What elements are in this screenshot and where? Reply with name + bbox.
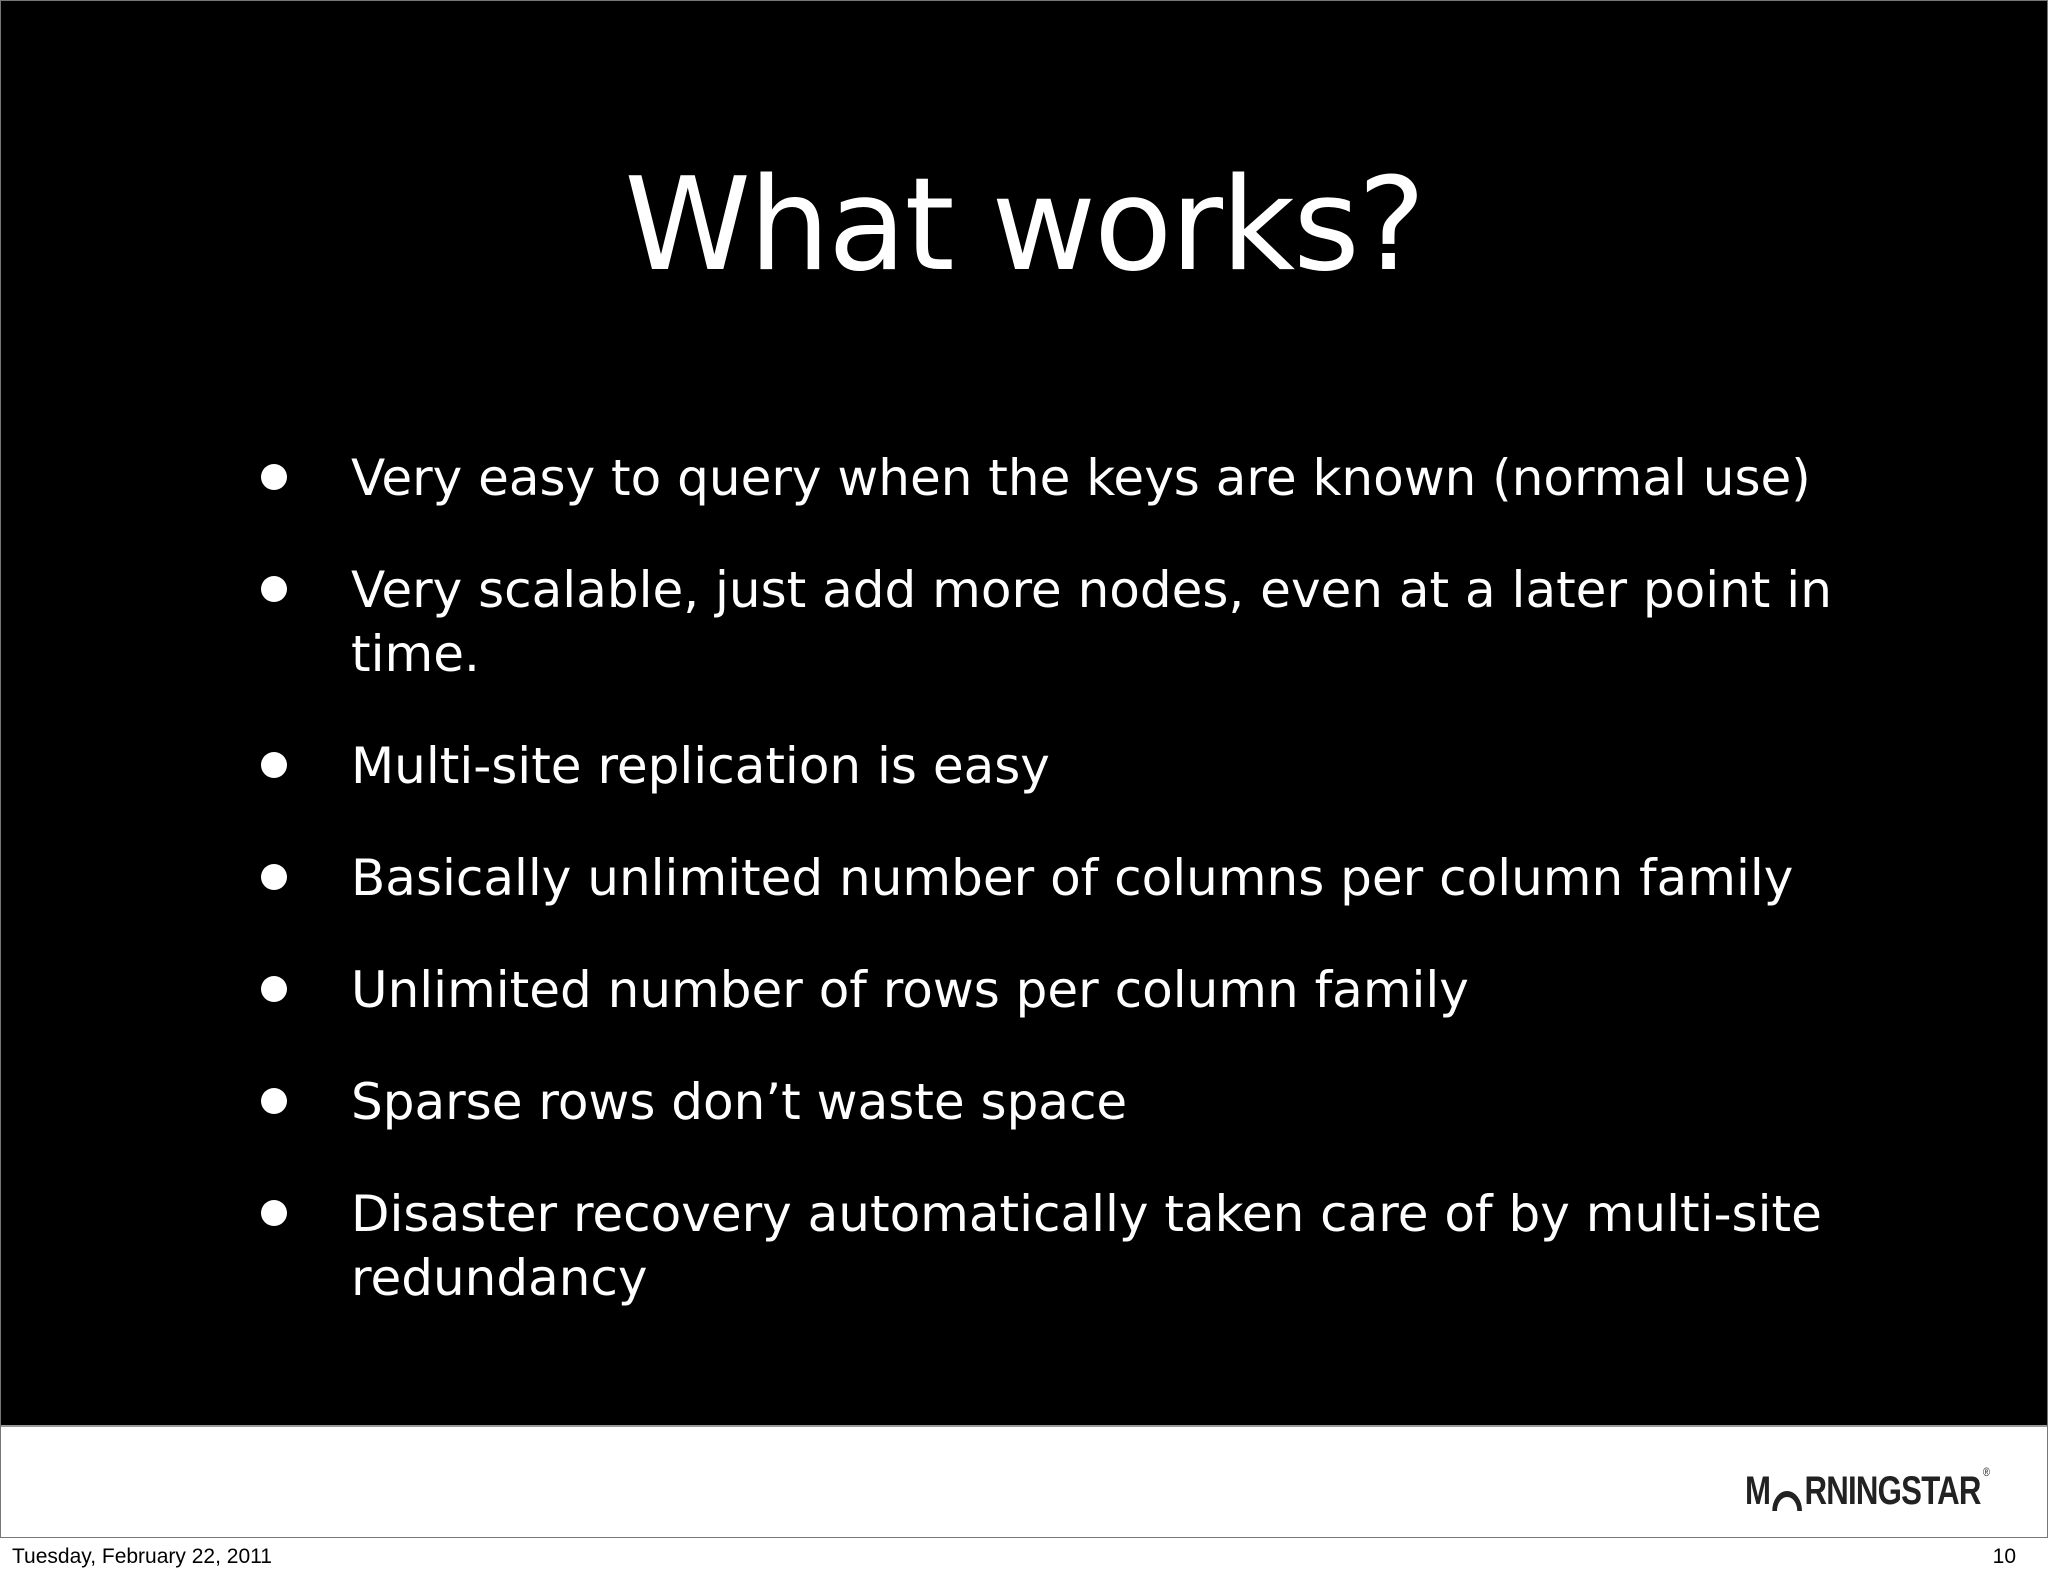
bullet-text: Very scalable, just add more nodes, even at a later point in time. — [351, 561, 1832, 683]
bullet-dot-icon — [261, 576, 287, 602]
bullet-text: Basically unlimited number of columns per column family — [351, 849, 1794, 907]
logo-text-end: RNINGSTAR — [1804, 1469, 1981, 1513]
logo-text-start: M — [1745, 1469, 1771, 1513]
logo-half-circle-icon — [1771, 1469, 1804, 1513]
bullet-item — [261, 734, 1861, 798]
bullet-item — [261, 1070, 1861, 1134]
bullet-dot-icon — [261, 752, 287, 778]
bullet-text: Very easy to query when the keys are known (normal use) — [351, 449, 1811, 507]
slide-body — [1, 1, 2047, 1425]
morningstar-logo — [1745, 1465, 1989, 1513]
bullet-item — [261, 846, 1861, 910]
registered-mark: ® — [1983, 1465, 1990, 1479]
bullet-text: Sparse rows don’t waste space — [351, 1073, 1128, 1131]
print-date: Tuesday, February 22, 2011 — [12, 1545, 272, 1568]
bullet-dot-icon — [261, 976, 287, 1002]
bullet-text: Unlimited number of rows per column family — [351, 961, 1469, 1019]
bullet-dot-icon — [261, 864, 287, 890]
slide-title: What works? — [624, 151, 1424, 300]
print-footer — [0, 1537, 2048, 1576]
bullet-item — [261, 1182, 1861, 1310]
bullet-text: Multi-site replication is easy — [351, 737, 1050, 795]
bullet-item — [261, 558, 1861, 686]
bullet-dot-icon — [261, 1200, 287, 1226]
page-number: 10 — [1992, 1545, 2016, 1568]
bullet-item — [261, 446, 1861, 510]
bullet-item — [261, 958, 1861, 1022]
slide-footer-band — [1, 1425, 2047, 1538]
bullet-dot-icon — [261, 1088, 287, 1114]
bullet-dot-icon — [261, 464, 287, 490]
bullet-text: Disaster recovery automatically taken care of by multi-site redundancy — [351, 1185, 1822, 1307]
bullet-list — [261, 446, 1861, 1358]
